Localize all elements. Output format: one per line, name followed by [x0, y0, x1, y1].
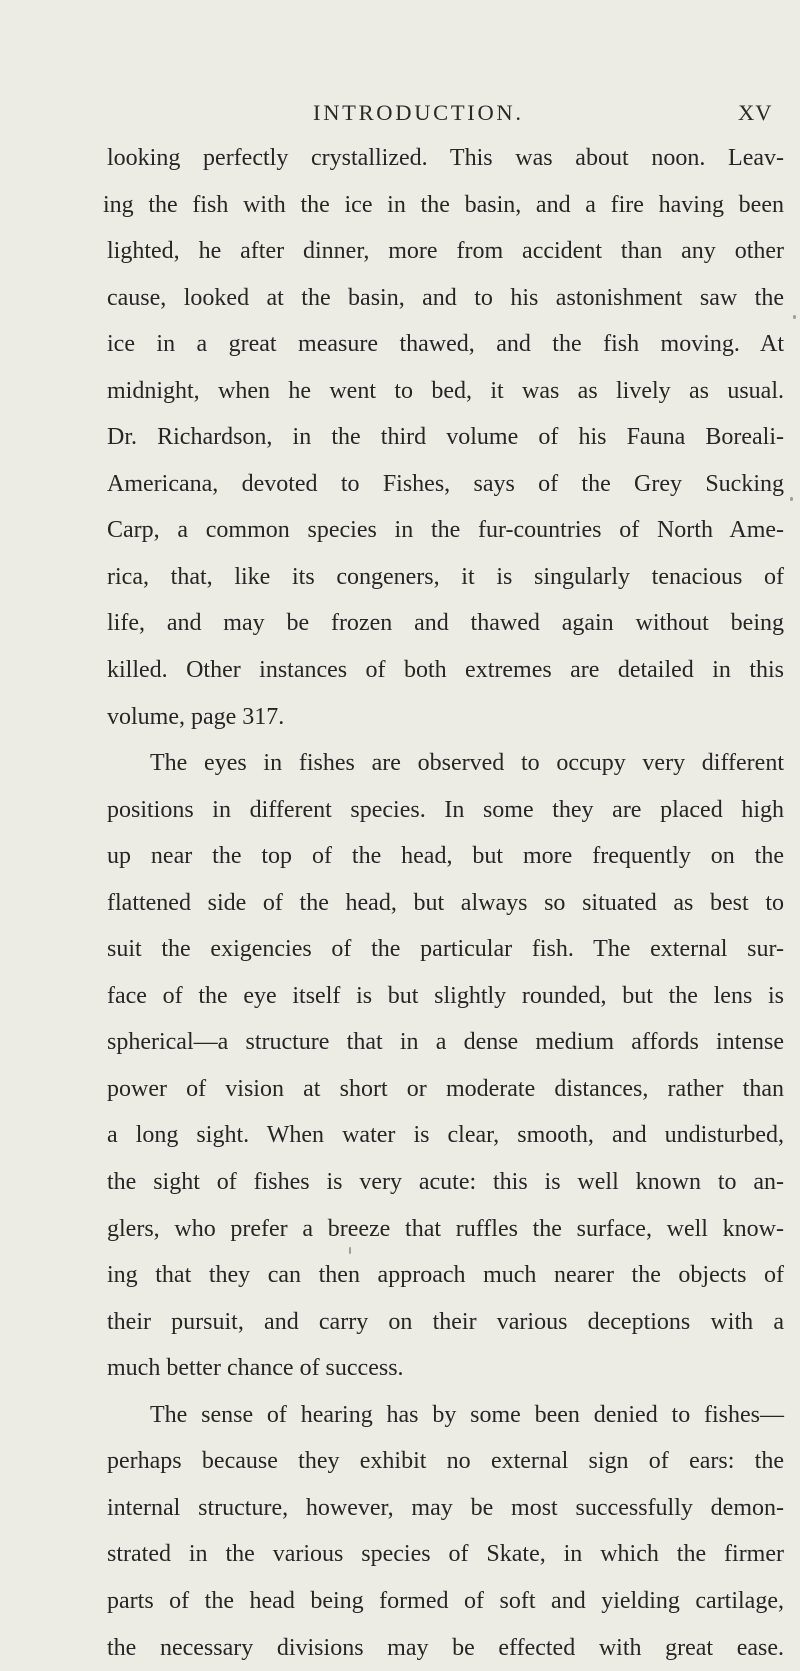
- text-line: lighted, he after dinner, more from accident than any other: [107, 228, 784, 275]
- text-line: perhaps because they exhibit no external sign of ears: the: [107, 1438, 784, 1485]
- ink-speck: [793, 315, 796, 319]
- text-line: up near the top of the head, but more frequently on the: [107, 833, 784, 880]
- text-line: face of the eye itself is but slightly rounded, but the lens is: [107, 973, 784, 1020]
- text-line: cause, looked at the basin, and to his astonishment saw the: [107, 275, 784, 322]
- text-line: ing that they can then approach much nearer the objects of: [107, 1252, 784, 1299]
- text-line: positions in different species. In some they are placed high: [107, 787, 784, 834]
- text-line: volume, page 317.: [107, 694, 784, 741]
- running-head: INTRODUCTION.: [313, 100, 524, 126]
- text-line: Americana, devoted to Fishes, says of the Grey Sucking: [107, 461, 784, 508]
- text-line: ice in a great measure thawed, and the fish moving. At: [107, 321, 784, 368]
- text-line: suit the exigencies of the particular fish. The external sur-: [107, 926, 784, 973]
- text-line: a long sight. When water is clear, smooth, and undisturbed,: [107, 1112, 784, 1159]
- page-header: [0, 96, 800, 132]
- paragraph-1: [107, 135, 784, 740]
- text-line: flattened side of the head, but always so situated as best to: [107, 880, 784, 927]
- text-line: glers, who prefer a breeze that ruffles the surface, well know-: [107, 1206, 784, 1253]
- text-line: Carp, a common species in the fur-countries of North Ame-: [107, 507, 784, 554]
- text-line: parts of the head being formed of soft and yielding cartilage,: [107, 1578, 784, 1625]
- text-line: The sense of hearing has by some been denied to fishes—: [107, 1392, 784, 1439]
- text-line: spherical—a structure that in a dense medium affords intense: [107, 1019, 784, 1066]
- paragraph-2: [107, 740, 784, 1392]
- paragraph-3: [107, 1392, 784, 1671]
- text-line: much better chance of success.: [107, 1345, 784, 1392]
- text-line: looking perfectly crystallized. This was about noon. Leav-: [107, 135, 784, 182]
- text-line: The eyes in fishes are observed to occupy very different: [107, 740, 784, 787]
- text-line: the necessary divisions may be effected with great ease.: [107, 1625, 784, 1671]
- text-line: life, and may be frozen and thawed again without being: [107, 600, 784, 647]
- text-line: killed. Other instances of both extremes are detailed in this: [107, 647, 784, 694]
- text-line: rica, that, like its congeners, it is singularly tenacious of: [107, 554, 784, 601]
- text-line: midnight, when he went to bed, it was as lively as usual.: [107, 368, 784, 415]
- text-line: their pursuit, and carry on their various deceptions with a: [107, 1299, 784, 1346]
- text-line: strated in the various species of Skate, in which the firmer: [107, 1531, 784, 1578]
- text-line: internal structure, however, may be most successfully demon-: [107, 1485, 784, 1532]
- text-line: ing the fish with the ice in the basin, and a fire having been: [103, 182, 784, 229]
- body-text: [107, 135, 784, 1671]
- text-line: Dr. Richardson, in the third volume of his Fauna Boreali-: [107, 414, 784, 461]
- text-line: the sight of fishes is very acute: this is well known to an-: [107, 1159, 784, 1206]
- ink-speck: [349, 1247, 351, 1254]
- ink-speck: [790, 497, 793, 501]
- page-number: XV: [738, 100, 773, 126]
- text-line: power of vision at short or moderate distances, rather than: [107, 1066, 784, 1113]
